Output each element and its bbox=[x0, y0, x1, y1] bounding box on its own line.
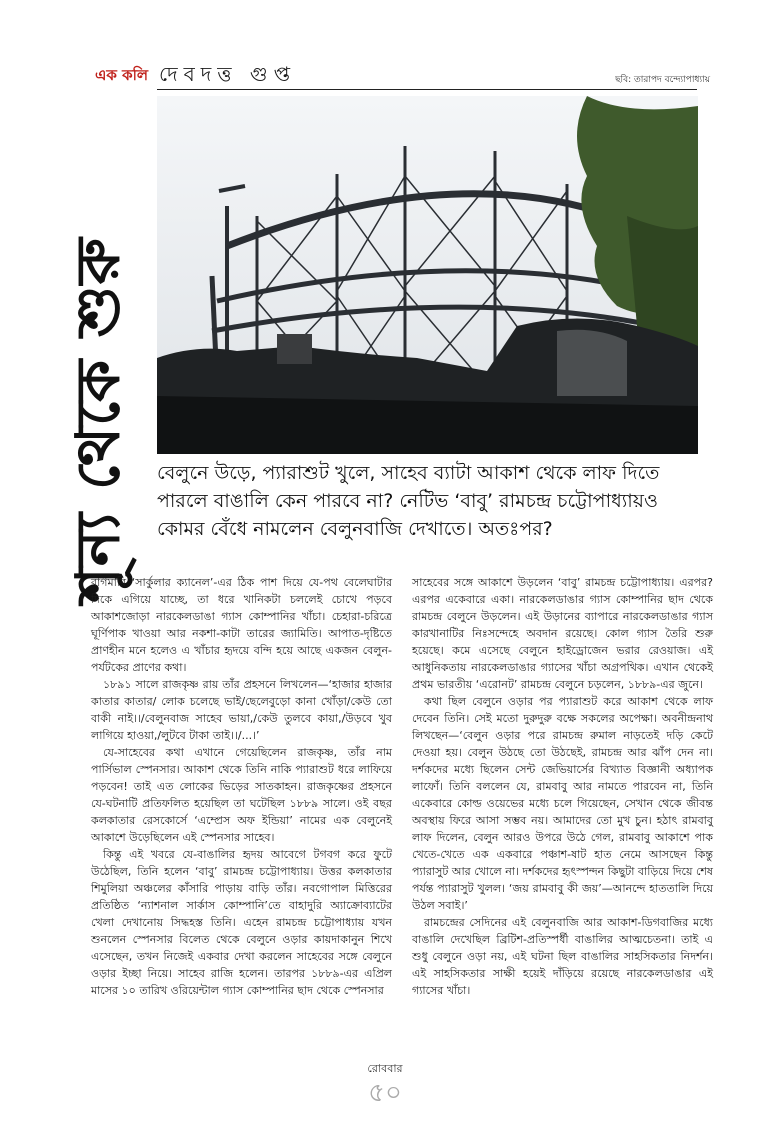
article-title-text: শূন্য থেকে শুরু bbox=[64, 237, 134, 603]
body-column-right bbox=[412, 574, 713, 999]
body-columns bbox=[91, 574, 713, 999]
photo-credit: ছবি: তারাপদ বন্দ্যোপাধ্যায় bbox=[615, 75, 710, 85]
author-name: দেবদত্ত গুপ্ত bbox=[159, 62, 297, 86]
paragraph: কিন্তু এই খবরে যে-বাঙালির হৃদয় আবেগে টগবগ করে ফুটে উঠেছিল, তিনি হলেন ‘বাবু’ রামচন্দ্র চট্টোপাধ্যায়। উত্তর কলকাতার শিমুলিয়া অঞ্চলের কাঁসারি পাড়ায় বাড়ি তাঁর। নবগোপাল মিত্তিরের প্রতিষ্ঠিত ‘ন্যাশনাল সার্কাস কোম্পানি’তে বাহাদুরি অ্যাক্রোব্যাটের খেলা দেখানোয় সিদ্ধহস্ত তিনি। এহেন রামচন্দ্র চট্টোপাধ্যায় যখন শুনলেন স্পেনসার বিলেত থেকে বেলুনে ওড়ার কায়দাকানুন শিখে এসেছেন, তখন নিজেই একবার দেখা করলেন সাহেবের সঙ্গে বেলুনে ওড়ার ইচ্ছা নিয়ে। সাহেব রাজি হলেন। তারপর ১৮৮৯-এর এপ্রিল মাসের ১০ তারিখ ওরিয়েন্টাল গ্যাস কোম্পানির ছাদ থেকে স্পেনসার bbox=[91, 848, 392, 997]
magazine-name: রোববার bbox=[367, 1062, 403, 1075]
page-footer bbox=[0, 1060, 770, 1107]
paragraph: সাহেবের সঙ্গে আকাশে উড়লেন ‘বাবু’ রামচন্দ্র চট্টোপাধ্যায়। এরপর? এরপর একেবারে একা। নারকেলডাঙার গ্যাস কোম্পানির ছাদ থেকে রামচন্দ্র বেলুনে উড়লেন। এই উড়ানের ব্যাপারে নারকেলডাঙার গ্যাস কারখানাটির নিঃসন্দেহে অবদান রয়েছে। কোল গ্যাস তৈরি শুরু হয়েছে। কমে এসেছে বেলুনে হাইড্রোজেন ভরার রেওয়াজ। এই আধুনিকতায় নারকেলডাঙার গ্যাসের খাঁচা অগ্রপথিক। এখান থেকেই প্রথম ভারতীয় ‘এরোনট’ রামচন্দ্র বেলুনে চড়লেন, ১৮৮৯-এর জুনে। bbox=[412, 576, 713, 691]
page-header bbox=[70, 58, 710, 88]
paragraph: কথা ছিল বেলুনে ওড়ার পর প্যারাশুট করে আকাশ থেকে লাফ দেবেন তিনি। সেই মতো দুরুদুরু বক্ষে সকলের অপেক্ষা। অবনীন্দ্রনাথ লিখছেন—‘বেলুন ওড়ার পরে রামচন্দ্র রুমাল নাড়তেই দড়ি কেটে দেওয়া হয়। বেলুন উঠছে তো উঠছেই, রামচন্দ্র আর ঝাঁপ দেন না। দর্শকদের মধ্যে ছিলেন সেন্ট জেভিয়ার্সের বিখ্যাত বিজ্ঞানী অধ্যাপক লাফোঁ। তিনি বললেন যে, রামবাবু আর নামতে পারবেন না, তিনি একেবারে কোল্ড ওয়েভের মধ্যে চলে গিয়েছেন, সেখান থেকে জীবন্ত অবস্থায় ফিরে আসা সম্ভব নয়। আমাদের তো মুখ চুন। হঠাৎ রামবাবু লাফ দিলেন, বেলুন আরও উপরে উঠে গেল, রামবাবু আকাশে পাক খেতে-খেতে এক একবারে পঞ্চাশ-ষাট হাত নেমে আসছেন কিন্তু প্যারাসুট আর খোলে না। দর্শকদের হৃৎস্পন্দন কিছুটা বাড়িয়ে দিয়ে শেষ পর্যন্ত প্যারাসুট খুলল। ‘জয় রামবাবু কী জয়’—আনন্দে হাততালি দিয়ে উঠল সবাই।’ bbox=[412, 695, 713, 912]
standfirst-line-1: বেলুনে উড়ে, প্যারাশুট খুলে, সাহেব ব্যাটা আকাশ থেকে লাফ দিতে bbox=[157, 462, 660, 484]
header-rule bbox=[157, 89, 697, 90]
paragraph: বাগমারি ‘সার্কুলার ক্যানেল’-এর ঠিক পাশ দিয়ে যে-পথ বেলেঘাটার দিকে এগিয়ে যাচ্ছে, তা ধরে খানিকটা চললেই চোখে পড়বে আকাশজোড়া নারকেলডাঙা গ্যাস কোম্পানির খাঁচা। চেহারা-চরিত্রে ঘূর্ণিপাক খাওয়া আর নকশা-কাটা তারের জ্যামিতি। আপাত-দৃষ্টিতে প্রাণহীন মনে হলেও এ খাঁচার হৃদয়ে বন্দি হয়ে আছে একজন বেলুন-পর্যটকের প্রাণের কথা। bbox=[91, 576, 392, 674]
standfirst-line-3: কোমর বেঁধে নামলেন বেলুনবাজি দেখাতে। অতঃপর? bbox=[157, 518, 553, 540]
article-title bbox=[60, 237, 146, 603]
gasholder-photo bbox=[157, 96, 698, 454]
page-number: ৫০ bbox=[368, 1078, 402, 1108]
paragraph: রামচন্দ্রের সেদিনের এই বেলুনবাজি আর আকাশ-ডিগবাজির মধ্যে বাঙালি দেখেছিল ব্রিটিশ-প্রতিস্পর্ধী বাঙালির আত্মচেতনা। তাই এ শুধু বেলুনে ওড়া নয়, এই ঘটনা ছিল বাঙালির সাহসিকতার নিদর্শন। এই সাহসিকতার সাক্ষী হয়েই দাঁড়িয়ে রয়েছে নারকেলডাঙার এই গ্যাসের খাঁচা। bbox=[412, 916, 713, 997]
gasholder-illustration bbox=[157, 96, 698, 454]
standfirst bbox=[157, 459, 705, 543]
paragraph: ১৮৯১ সালে রাজকৃষ্ণ রায় তাঁর প্রহসনে লিখলেন—‘হাজার হাজার কাতার কাতার/ লোক চলেছে ভাই/ছেলেবুড়ো কানা খোঁড়া/কেউ তো বাকী নাই।।/বেলুনবাজ সাহেব ভায়া,/কেউ তুলবে কায়া,/উড়বে খুব লাগিয়ে হাওয়া,/লুটবে টাকা তাই।।/...।’ bbox=[91, 678, 392, 742]
paragraph: যে-সাহেবের কথা এখানে গেয়েছিলেন রাজকৃষ্ণ, তাঁর নাম পার্সিভাল স্পেনসার। আকাশ থেকে তিনি নাকি প্যারাশুট ধরে লাফিয়ে পড়বেন! তাই এত লোকের ভিড়ের সাতকাহন। রাজকৃষ্ণের প্রহসনে যে-ঘটনাটি প্রতিফলিত হয়েছিল তা ঘটেছিল ১৮৮৯ সালে। ওই বছর কলকাতার রেসকোর্সে ‘এম্প্রেস অফ ইন্ডিয়া’ নামের এক বেলুনেই আকাশে উড়েছিলেন এই স্পেনসার সাহেব। bbox=[91, 746, 392, 844]
body-column-left bbox=[91, 574, 392, 999]
standfirst-line-2: পারলে বাঙালি কেন পারবে না? নেটিভ ‘বাবু’ রামচন্দ্র চট্টোপাধ্যায়ও bbox=[157, 490, 658, 512]
section-kicker: এক কলি bbox=[95, 66, 149, 84]
